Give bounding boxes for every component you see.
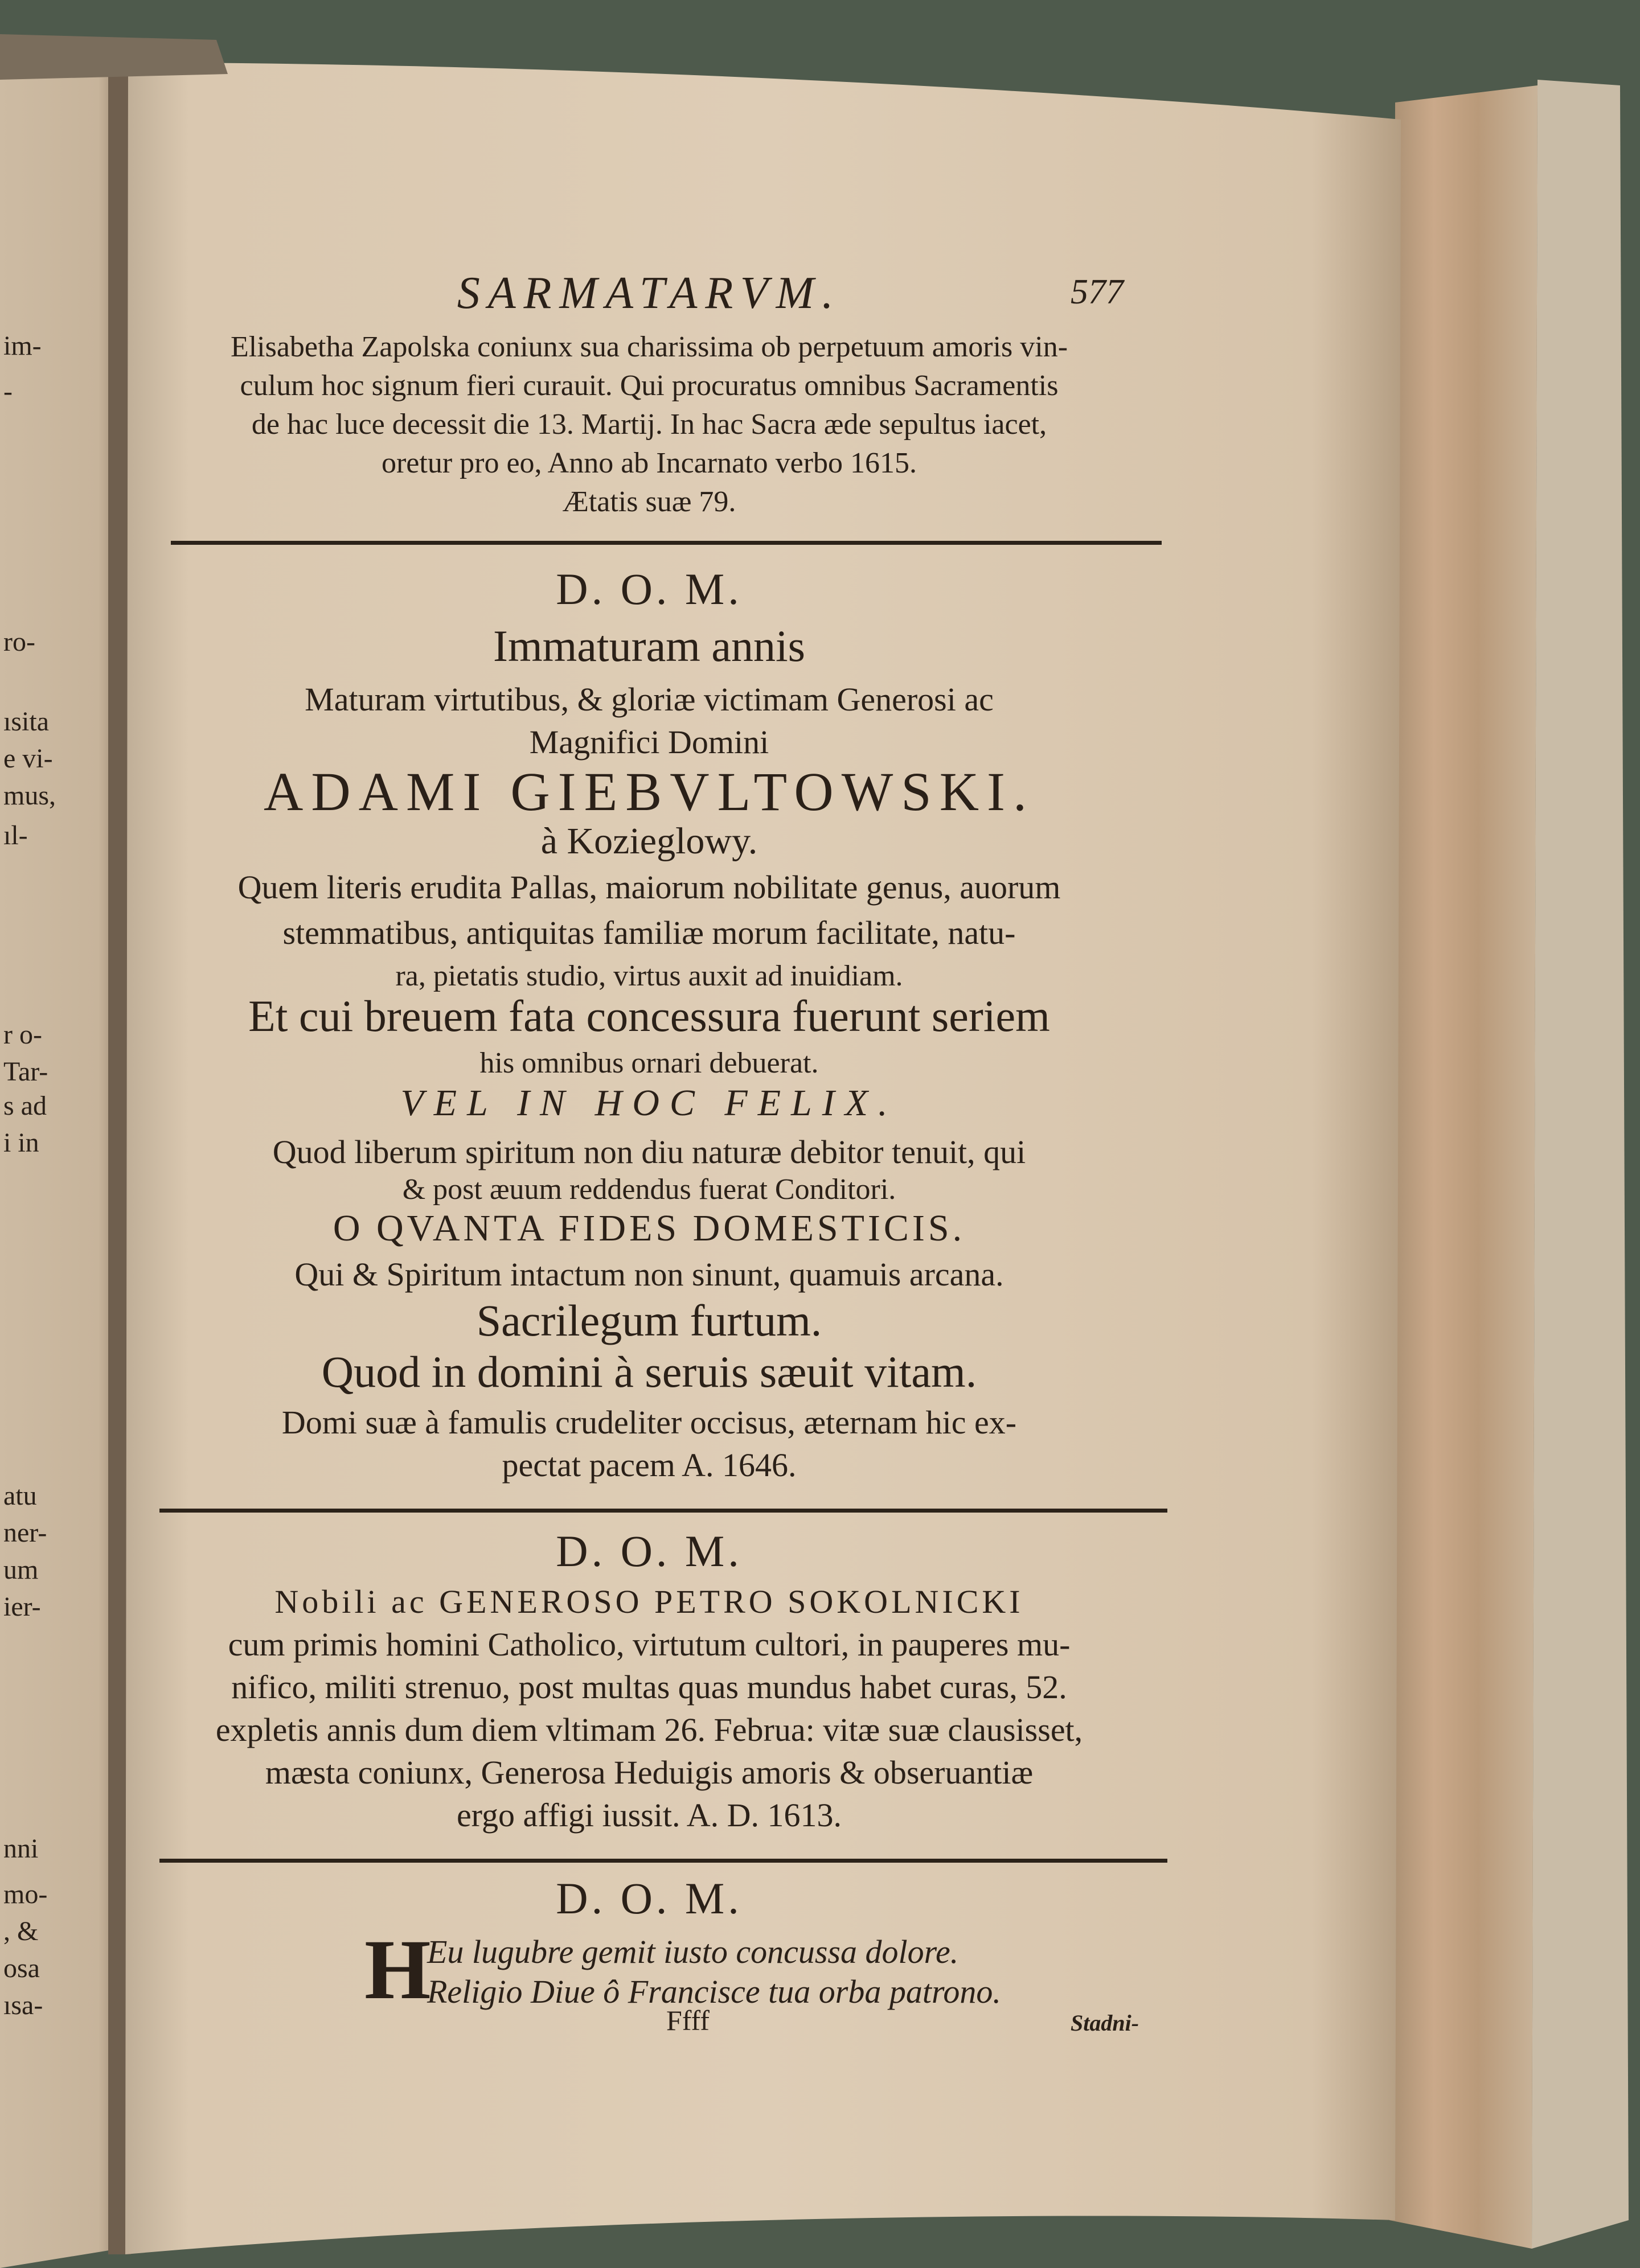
epitaph2-line: & post æuum reddendus fuerat Conditori. [402, 1173, 896, 1206]
left-fragment: Tar- [3, 1057, 48, 1087]
epitaph3-line: Nobili ac GENEROSO PETRO SOKOLNICKI [274, 1583, 1024, 1620]
epitaph4-line: Religio Diue ô Francisce tua orba patrono. [427, 1973, 1001, 2010]
left-fragment: im- [3, 331, 42, 361]
running-title: SARMATARVM. [457, 268, 842, 318]
left-fragment: ner- [3, 1518, 47, 1548]
left-fragment: nni [3, 1834, 39, 1864]
epitaph2-line: Quod liberum spiritum non diu naturæ debitor tenuit, qui [272, 1133, 1026, 1170]
epitaph2-line: Quem literis erudita Pallas, maiorum nobilitate genus, auorum [237, 869, 1061, 906]
divider-rule [171, 541, 1162, 545]
right-page-text [137, 0, 1162, 2268]
left-fragment: um [3, 1555, 39, 1585]
left-fragment: atu [3, 1481, 37, 1511]
epitaph1-line: oretur pro eo, Anno ab Incarnato verbo 1615. [381, 447, 917, 479]
epitaph2-line: pectat pacem A. 1646. [502, 1447, 797, 1484]
epitaph2-line: Immaturam annis [493, 621, 806, 671]
divider-rule [159, 1859, 1167, 1863]
divider-rule [159, 1509, 1167, 1513]
epitaph2-line: Et cui breuem fata concessura fuerunt seriem [248, 991, 1050, 1041]
epitaph2-line: O QVANTA FIDES DOMESTICIS. [333, 1207, 966, 1249]
page-fore-edge [1389, 85, 1538, 2249]
epitaph2-line: his omnibus ornari debuerat. [479, 1047, 819, 1079]
epitaph1-line: Ætatis suæ 79. [562, 486, 736, 518]
left-fragment: ısa- [3, 1990, 43, 2020]
left-fragment: , & [3, 1916, 39, 1946]
epitaph2-line: Quod in domini à seruis sæuit vitam. [321, 1347, 977, 1396]
epitaph3-line: ergo affigi iussit. A. D. 1613. [456, 1797, 842, 1834]
epitaph2-line: Sacrilegum furtum. [476, 1296, 822, 1345]
epitaph2-line: Qui & Spiritum intactum non sinunt, quamuis arcana. [294, 1256, 1004, 1293]
left-fragment: s ad [3, 1091, 47, 1121]
epitaph1-line: de hac luce decessit die 13. Martij. In hac Sacra æde sepultus iacet, [251, 408, 1047, 441]
epitaph2-line: Domi suæ à famulis crudeliter occisus, æternam hic ex- [281, 1404, 1017, 1441]
left-page-fragments [0, 0, 114, 2268]
epitaph1-line: Elisabetha Zapolska coniunx sua charissima ob perpetuum amoris vin- [230, 331, 1068, 363]
drop-cap: H [364, 1922, 431, 2017]
left-fragment: mo- [3, 1879, 48, 1909]
epitaph2-line: Maturam virtutibus, & gloriæ victimam Generosi ac [305, 681, 994, 718]
epitaph2-line: ra, pietatis studio, virtus auxit ad inuidiam. [395, 960, 903, 992]
epitaph2-line: Magnifici Domini [529, 724, 769, 761]
page-number: 577 [1071, 273, 1124, 311]
catchword: Stadni- [1071, 2010, 1139, 2036]
left-fragment: i in [3, 1128, 39, 1158]
left-fragment: ısita [3, 706, 49, 737]
epitaph2-dom: D. O. M. [556, 564, 743, 614]
epitaph3-line: expletis annis dum diem vltimam 26. Februa: vitæ suæ clausisset, [215, 1711, 1083, 1748]
epitaph3-dom: D. O. M. [556, 1526, 743, 1576]
left-fragment: - [3, 376, 13, 406]
epitaph1-line: culum hoc signum fieri curauit. Qui procuratus omnibus Sacramentis [240, 369, 1059, 402]
left-fragment: mus, [3, 780, 56, 811]
left-fragment: e vi- [3, 743, 53, 774]
epitaph3-line: nifico, militi strenuo, post multas quas mundus habet curas, 52. [231, 1669, 1067, 1706]
left-fragment: r o- [3, 1020, 42, 1050]
left-fragment: ier- [3, 1592, 41, 1622]
epitaph2-line: à Kozieglowy. [540, 820, 758, 862]
book-cover-edge [1532, 80, 1629, 2249]
left-fragment: ıl- [3, 820, 28, 850]
epitaph4-dom: D. O. M. [556, 1873, 743, 1923]
epitaph2-name: ADAMI GIEBVLTOWSKI. [264, 761, 1035, 822]
left-fragment: ro- [3, 627, 35, 657]
epitaph2-line: VEL IN HOC FELIX. [400, 1082, 898, 1124]
signature-mark: Ffff [666, 2004, 710, 2036]
epitaph4-line: Eu lugubre gemit iusto concussa dolore. [427, 1933, 959, 1970]
epitaph3-line: cum primis homini Catholico, virtutum cultori, in pauperes mu- [228, 1626, 1071, 1663]
epitaph2-line: stemmatibus, antiquitas familiæ morum facilitate, natu- [282, 914, 1016, 951]
epitaph3-line: mæsta coniunx, Generosa Heduigis amoris & obseruantiæ [265, 1754, 1034, 1791]
left-fragment: osa [3, 1953, 40, 1983]
